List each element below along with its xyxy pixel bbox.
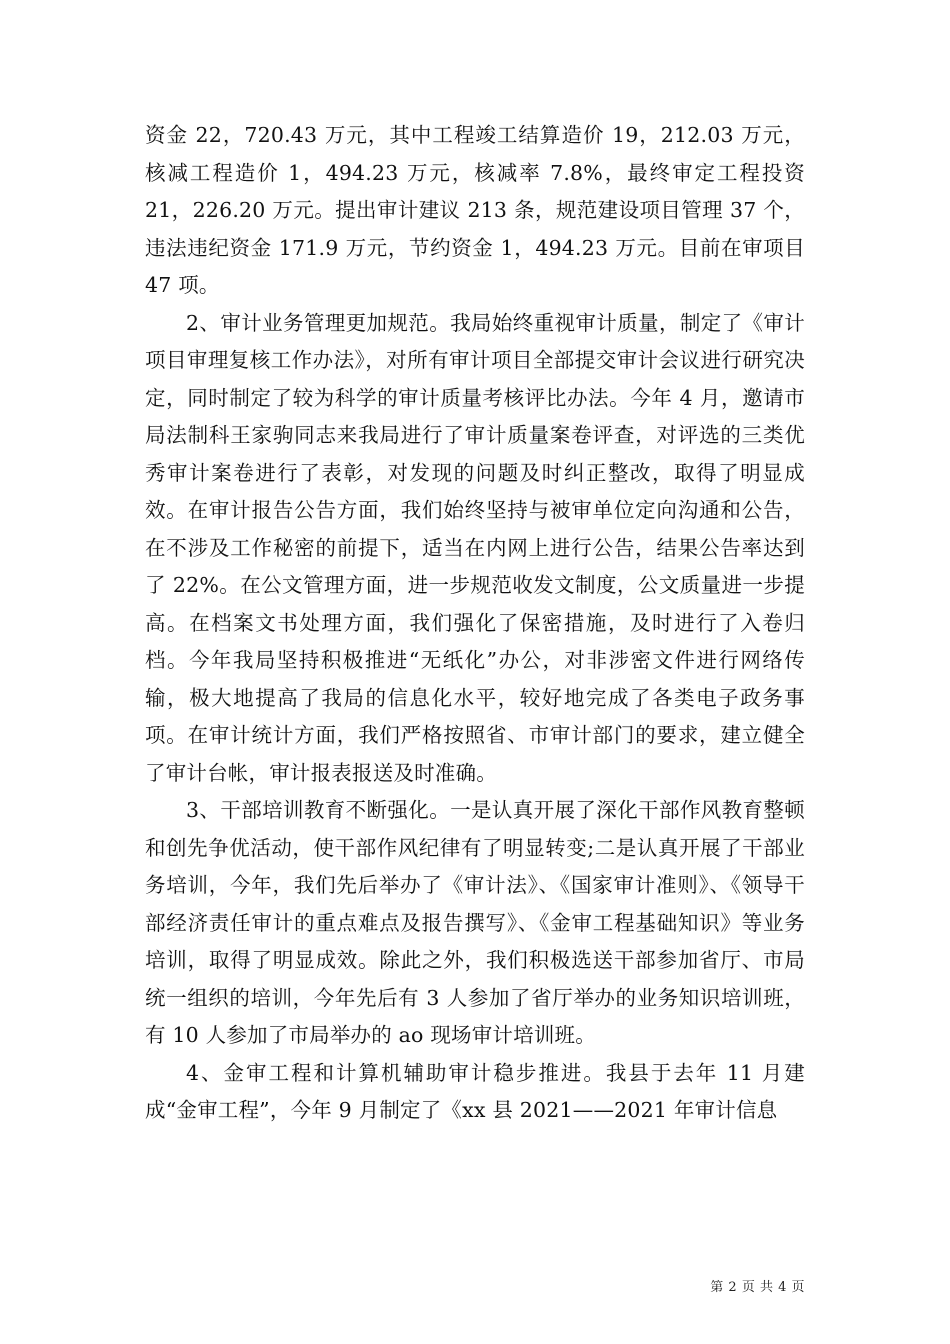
document-body	[145, 117, 805, 1130]
paragraph-golden-audit-project: 4、金审工程和计算机辅助审计稳步推进。我县于去年 11 月建成“金审工程”，今年 9 月制定了《xx 县 2021——2021 年审计信息	[145, 1060, 805, 1122]
page-number-footer: 第 2 页 共 4 页	[710, 1280, 805, 1295]
paragraph-funds-summary: 资金 22，720.43 万元，其中工程竣工结算造价 19，212.03 万元，核减工程造价 1，494.23 万元，核减率 7.8%，最终审定工程投资 21，226.20 万元。提出审计建议 213 条，规范建设项目管理 37 个，违法违纪资金 171.9 万元，节约资金 1，494.23 万元。目前在审项目 47 项。	[145, 123, 805, 297]
paragraph-cadre-training: 3、干部培训教育不断强化。一是认真开展了深化干部作风教育整顿和创先争优活动，使干部作风纪律有了明显转变;二是认真开展了干部业务培训，今年，我们先后举办了《审计法》、《国家审计准则》、《领导干部经济责任审计的重点难点及报告撰写》、《金审工程基础知识》等业务培训，取得了明显成效。除此之外，我们积极选送干部参加省厅、市局统一组织的培训，今年先后有 3 人参加了省厅举办的业务知识培训班，有 10 人参加了市局举办的 ao 现场审计培训班。	[145, 798, 805, 1047]
paragraph-audit-management: 2、审计业务管理更加规范。我局始终重视审计质量，制定了《审计项目审理复核工作办法》，对所有审计项目全部提交审计会议进行研究决定，同时制定了较为科学的审计质量考核评比办法。今年 4 月，邀请市局法制科王家驹同志来我局进行了审计质量案卷评查，对评选的三类优秀审计案卷进行了表彰，对发现的问题及时纠正整改，取得了明显成效。在审计报告公告方面，我们始终坚持与被审单位定向沟通和公告，在不涉及工作秘密的前提下，适当在内网上进行公告，结果公告率达到了 22%。在公文管理方面，进一步规范收发文制度，公文质量进一步提高。在档案文书处理方面，我们强化了保密措施，及时进行了入卷归档。今年我局坚持积极推进“无纸化”办公，对非涉密文件进行网络传输，极大地提高了我局的信息化水平，较好地完成了各类电子政务事项。在审计统计方面，我们严格按照省、市审计部门的要求，建立健全了审计台帐，审计报表报送及时准确。	[145, 310, 805, 785]
